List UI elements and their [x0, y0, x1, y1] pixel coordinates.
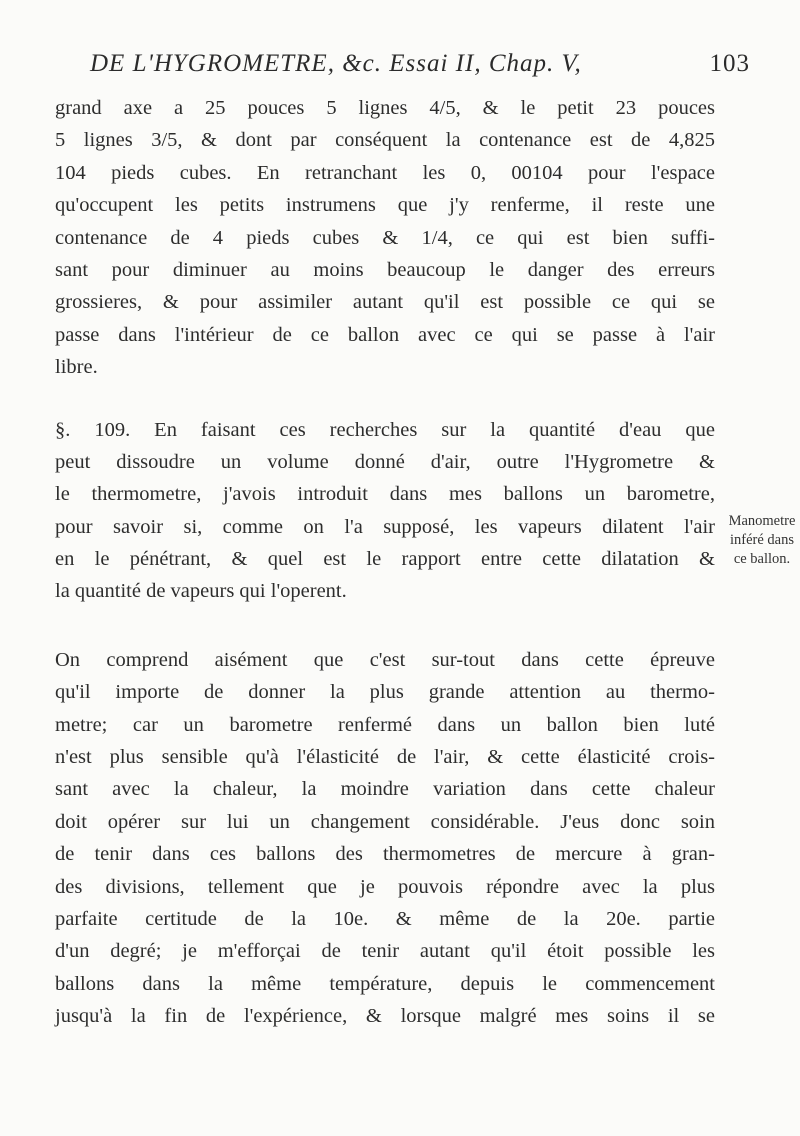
text-line: passe dans l'intérieur de ce ballon avec ce qui se passe à l'air	[55, 323, 715, 346]
text-line: pour savoir si, comme on l'a supposé, les vapeurs dilatent l'air	[55, 515, 715, 538]
running-head	[90, 50, 750, 90]
margin-note-line: inféré dans	[729, 532, 794, 548]
paragraph-gap	[55, 608, 715, 644]
text-line: sant avec la chaleur, la moindre variation dans cette chaleur	[55, 778, 715, 801]
margin-note	[724, 512, 800, 569]
text-line: parfaite certitude de la 10e. & même de la 20e. partie	[55, 907, 715, 930]
running-head-title: DE L'HYGROMETRE, &c. Essai II, Chap. V,	[90, 50, 582, 77]
text-line: grand axe a 25 pouces 5 lignes 4/5, & le petit 23 pouces	[55, 97, 715, 119]
text-line: qu'occupent les petits instrumens que j'y renferme, il reste une	[55, 194, 715, 217]
text-line: sant pour diminuer au moins beaucoup le danger des erreurs	[55, 258, 715, 281]
margin-note-line: Manometre	[728, 513, 796, 529]
text-line: libre.	[55, 356, 98, 379]
text-line: n'est plus sensible qu'à l'élasticité de l'air, & cette élasticité crois-	[55, 746, 715, 769]
margin-note-line: ce ballon.	[733, 551, 791, 567]
paragraph-2	[55, 414, 715, 608]
text-line: jusqu'à la fin de l'expérience, & lorsque malgré mes soins il se	[55, 1005, 715, 1028]
text-line: 104 pieds cubes. En retranchant les 0, 00104 pour l'espace	[55, 161, 715, 184]
text-line: grossieres, & pour assimiler autant qu'il est possible ce qui se	[55, 291, 715, 314]
text-line: en le pénétrant, & quel est le rapport entre cette dilatation &	[55, 548, 715, 571]
text-line: d'un degré; je m'efforçai de tenir autant qu'il étoit possible les	[55, 940, 715, 963]
text-line: des divisions, tellement que je pouvois répondre avec la plus	[55, 875, 715, 898]
text-line: le thermometre, j'avois introduit dans mes ballons un barometre,	[55, 483, 715, 506]
paragraph-3	[55, 644, 715, 1033]
body-text	[55, 92, 715, 1033]
paragraph-gap	[55, 384, 715, 414]
text-line: doit opérer sur lui un changement considérable. J'eus donc soin	[55, 810, 715, 833]
paragraph-1	[55, 92, 715, 384]
text-line: §. 109. En faisant ces recherches sur la quantité d'eau que	[55, 418, 715, 441]
text-line: qu'il importe de donner la plus grande attention au thermo-	[55, 681, 715, 704]
text-line: contenance de 4 pieds cubes & 1/4, ce qui est bien suffi-	[55, 226, 715, 249]
text-line: peut dissoudre un volume donné d'air, outre l'Hygrometre &	[55, 450, 715, 473]
text-line: ballons dans la même température, depuis le commencement	[55, 972, 715, 995]
text-line: On comprend aisément que c'est sur-tout dans cette épreuve	[55, 648, 715, 671]
text-line: metre; car un barometre renfermé dans un ballon bien luté	[55, 713, 715, 736]
text-line: 5 lignes 3/5, & dont par conséquent la contenance est de 4,825	[55, 129, 715, 152]
page-number: 103	[709, 50, 750, 77]
text-line: la quantité de vapeurs qui l'operent.	[55, 580, 347, 603]
text-line: de tenir dans ces ballons des thermometres de mercure à gran-	[55, 843, 715, 866]
